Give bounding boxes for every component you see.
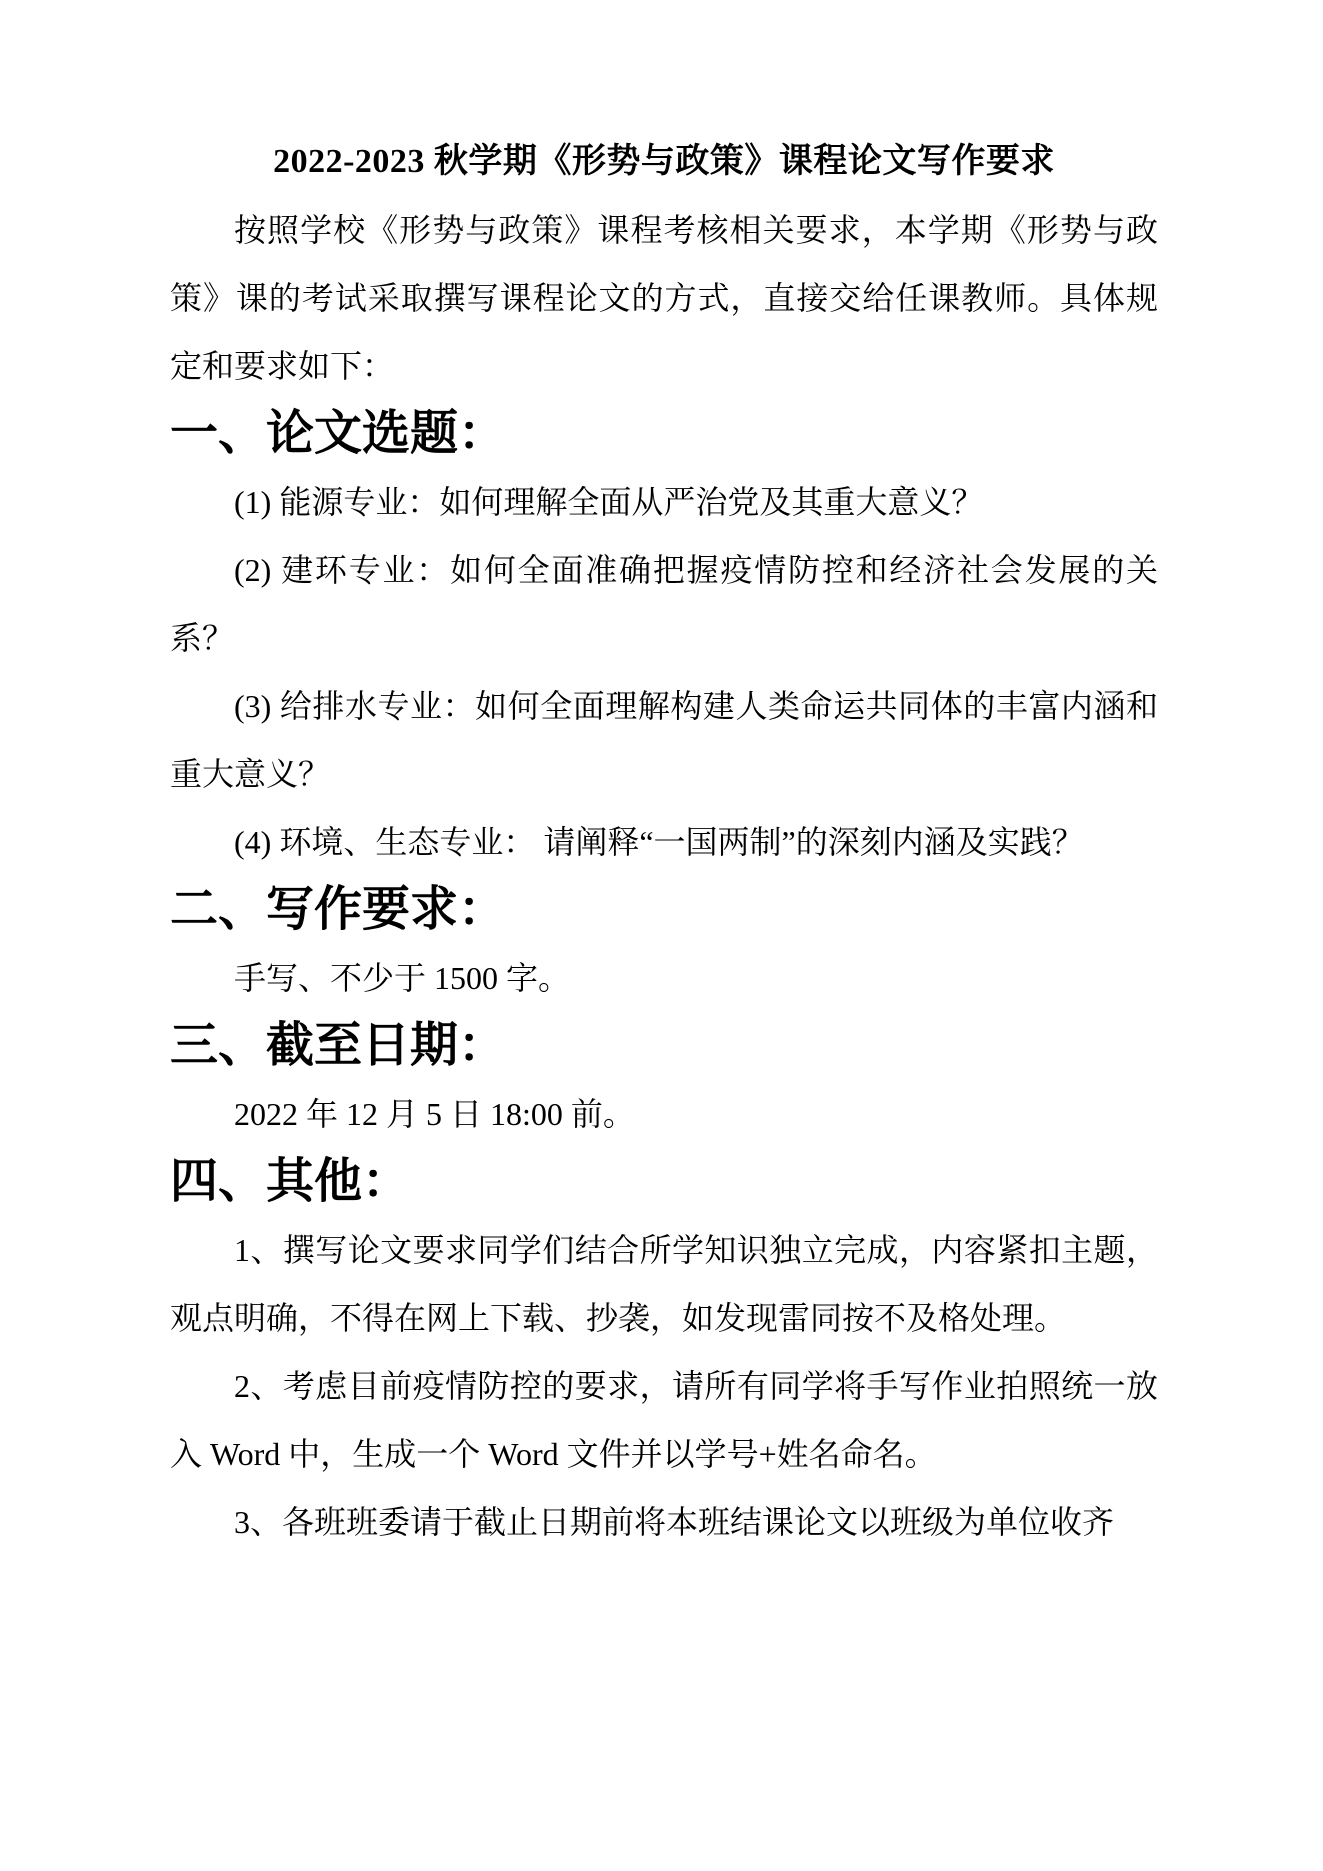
topic-item-3: (3) 给排水专业：如何全面理解构建人类命运共同体的丰富内涵和重大意义？ xyxy=(170,688,1158,792)
other-item-3: 3、各班班委请于截止日期前将本班结课论文以班级为单位收齐 xyxy=(234,1504,1115,1540)
intro-paragraph: 按照学校《形势与政策》课程考核相关要求，本学期《形势与政策》课的考试采取撰写课程论文的方式，直接交给任课教师。具体规定和要求如下： xyxy=(170,212,1158,384)
topic-item-4: (4) 环境、生态专业： 请阐释“一国两制”的深刻内涵及实践？ xyxy=(234,824,1084,860)
section-heading-deadline: 三、截至日期： xyxy=(170,1019,507,1072)
other-item-2: 2、考虑目前疫情防控的要求，请所有同学将手写作业拍照统一放入 Word 中，生成一个 Word 文件并以学号+姓名命名。 xyxy=(170,1368,1158,1472)
deadline-text: 2022 年 12 月 5 日 18:00 前。 xyxy=(234,1096,635,1132)
topic-item-2: (2) 建环专业：如何全面准确把握疫情防控和经济社会发展的关系？ xyxy=(170,552,1158,656)
other-item-1: 1、撰写论文要求同学们结合所学知识独立完成，内容紧扣主题，观点明确，不得在网上下载、抄袭，如发现雷同按不及格处理。 xyxy=(170,1232,1158,1336)
section-heading-topics: 一、论文选题： xyxy=(170,407,507,460)
document-title: 2022-2023 秋学期《形势与政策》课程论文写作要求 xyxy=(273,143,1055,180)
section-heading-writing-requirements: 二、写作要求： xyxy=(170,883,507,936)
document-content xyxy=(170,128,1158,1556)
writing-requirement-text: 手写、不少于 1500 字。 xyxy=(234,960,571,996)
topic-item-1: (1) 能源专业：如何理解全面从严治党及其重大意义？ xyxy=(234,484,984,520)
section-heading-others: 四、其他： xyxy=(170,1155,411,1208)
